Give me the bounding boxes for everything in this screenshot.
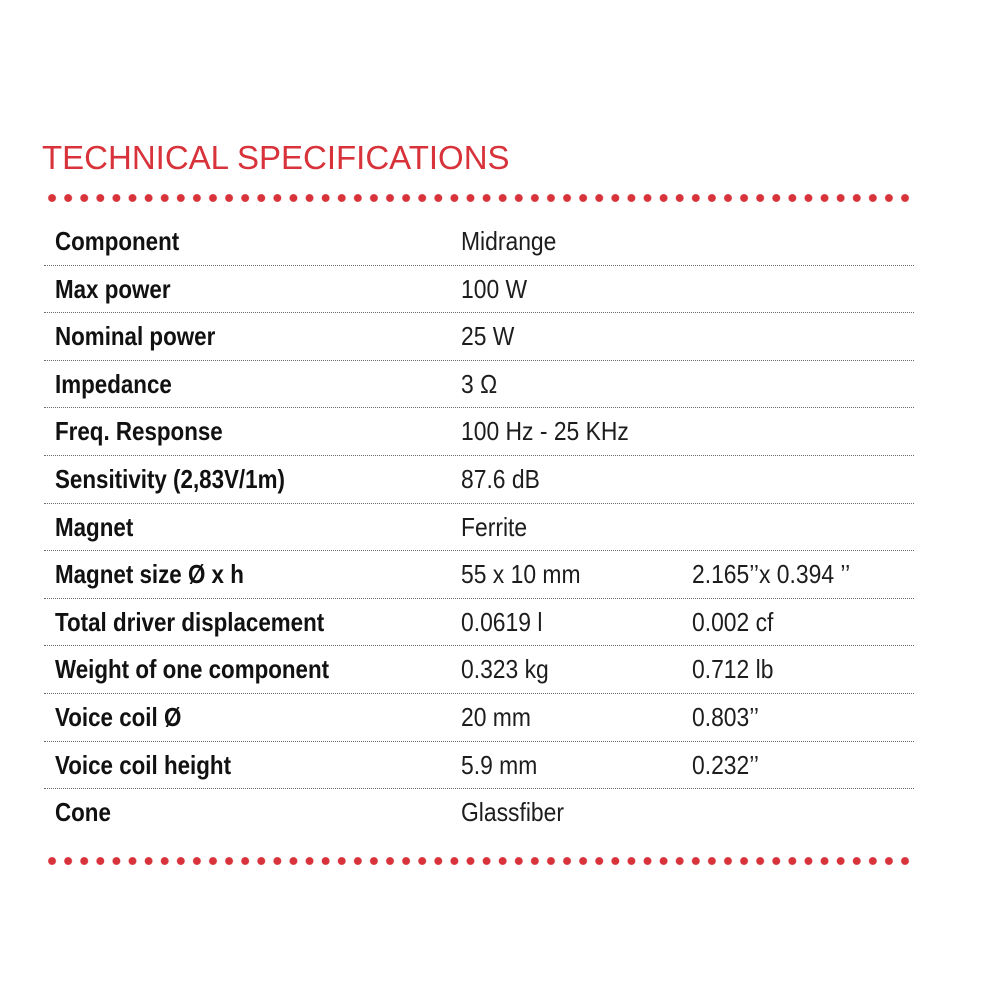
spec-row: [44, 218, 914, 266]
spec-row: [44, 551, 914, 599]
spec-imperial-value: 0.232’’: [692, 749, 760, 780]
spec-metric-value: 0.323 kg: [461, 654, 549, 685]
dotted-divider-bottom: [44, 855, 916, 867]
spec-row: [44, 742, 914, 790]
spec-metric-value: Glassfiber: [461, 797, 565, 828]
spec-label: Max power: [55, 273, 171, 304]
spec-imperial-value: 2.165’’x 0.394 ’’: [692, 559, 851, 590]
spec-metric-value: 0.0619 l: [461, 606, 543, 637]
section-title: TECHNICAL SPECIFICATIONS: [42, 139, 510, 176]
spec-metric-value: 55 x 10 mm: [461, 559, 581, 590]
spec-metric-value: Midrange: [461, 226, 557, 256]
spec-label: Voice coil Ø: [55, 701, 182, 732]
spec-row: [44, 408, 914, 456]
spec-row: [44, 789, 914, 837]
spec-table: [44, 218, 914, 837]
spec-row: [44, 694, 914, 742]
spec-label: Component: [55, 226, 180, 256]
spec-label: Sensitivity (2,83V/1m): [55, 463, 285, 494]
spec-row: [44, 646, 914, 694]
spec-label: Magnet size Ø x h: [55, 559, 244, 590]
spec-label: Impedance: [55, 368, 172, 399]
spec-row: [44, 504, 914, 552]
spec-label: Freq. Response: [55, 416, 223, 447]
spec-label: Nominal power: [55, 321, 216, 352]
spec-metric-value: 25 W: [461, 321, 515, 352]
spec-metric-value: 3 Ω: [461, 368, 498, 399]
spec-label: Weight of one component: [55, 654, 330, 685]
spec-metric-value: Ferrite: [461, 511, 528, 542]
spec-metric-value: 87.6 dB: [461, 463, 540, 494]
spec-metric-value: 20 mm: [461, 701, 531, 732]
spec-metric-value: 100 W: [461, 273, 528, 304]
spec-imperial-value: 0.002 cf: [692, 606, 774, 637]
spec-row: [44, 266, 914, 314]
spec-label: Voice coil height: [55, 749, 232, 780]
spec-label: Cone: [55, 797, 111, 828]
spec-row: [44, 599, 914, 647]
spec-imperial-value: 0.803’’: [692, 701, 760, 732]
dotted-divider-top: [44, 192, 916, 204]
spec-imperial-value: 0.712 lb: [692, 654, 774, 685]
spec-metric-value: 5.9 mm: [461, 749, 538, 780]
spec-row: [44, 456, 914, 504]
spec-label: Magnet: [55, 511, 134, 542]
spec-row: [44, 361, 914, 409]
spec-metric-value: 100 Hz - 25 KHz: [461, 416, 629, 447]
spec-row: [44, 313, 914, 361]
spec-label: Total driver displacement: [55, 606, 325, 637]
